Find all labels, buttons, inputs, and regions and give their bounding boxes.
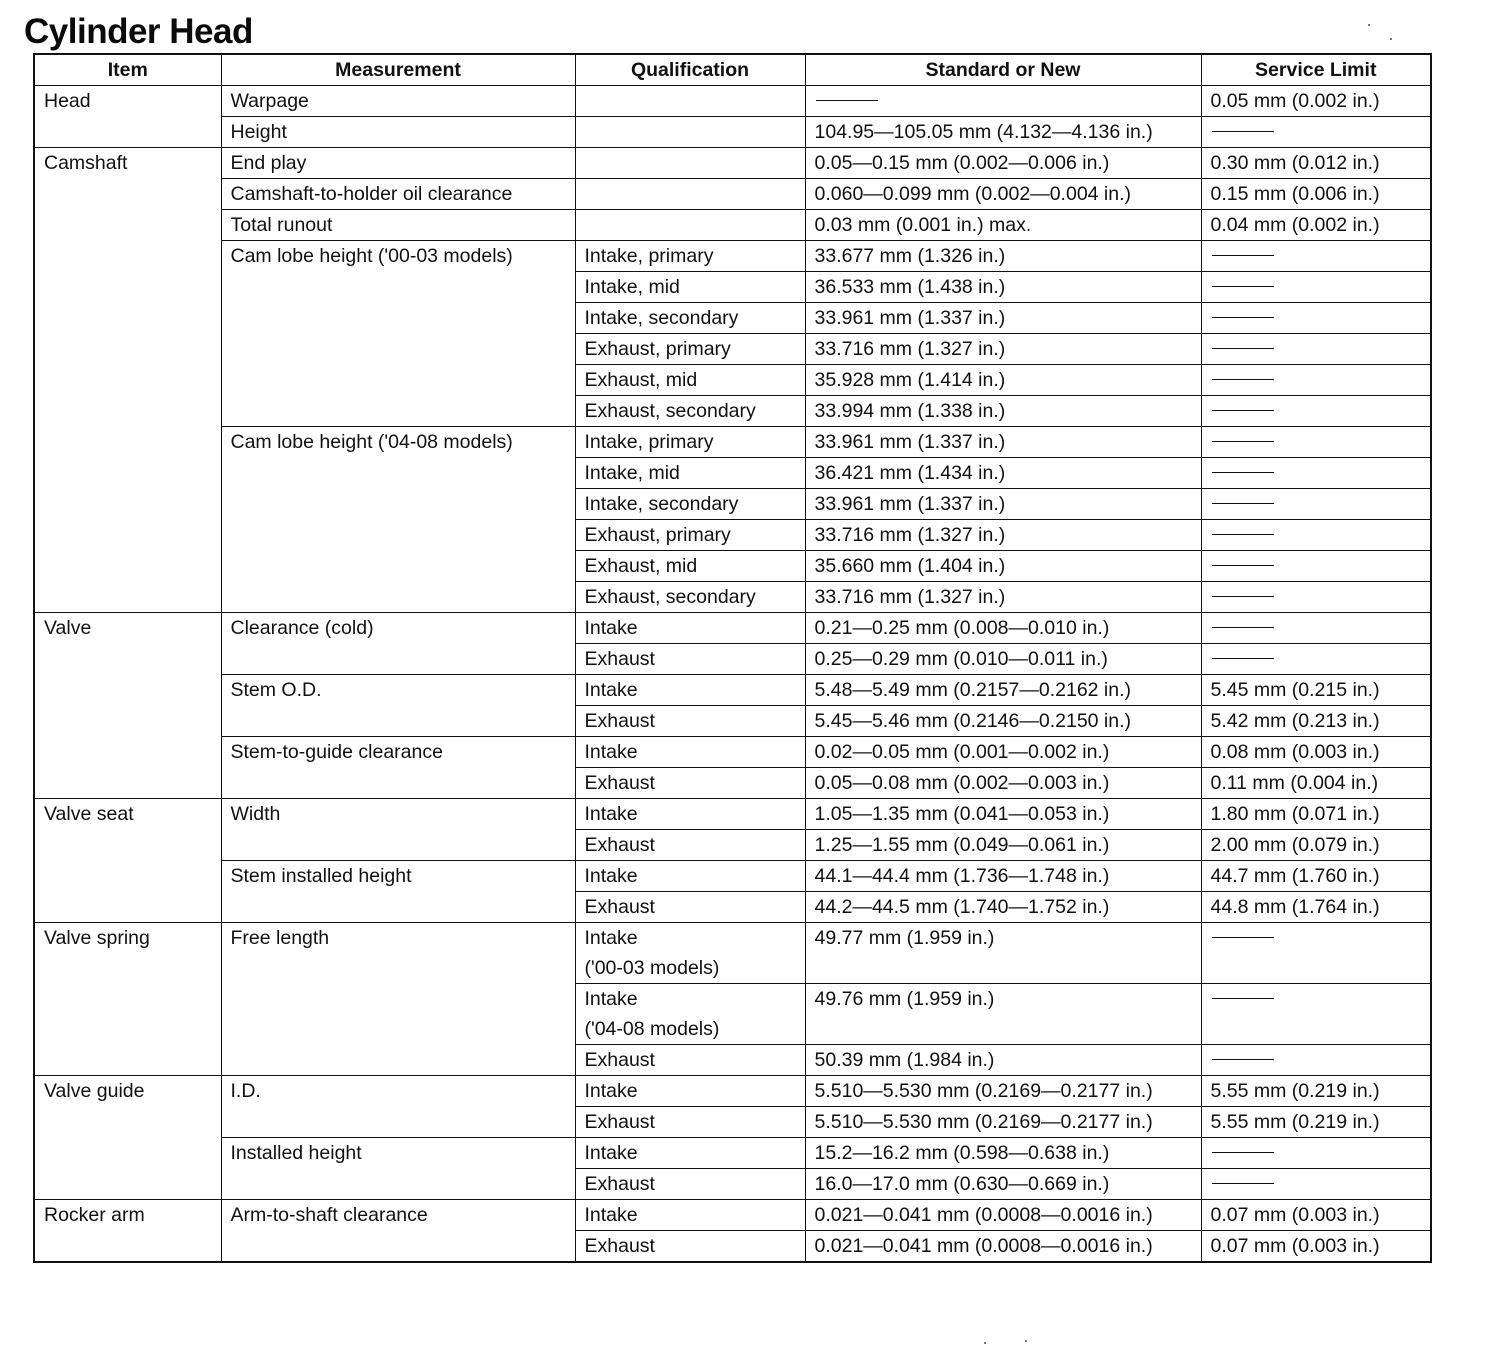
cell-service-limit: 44.8 mm (1.764 in.): [1201, 892, 1431, 923]
dash-mark: [1212, 1183, 1274, 1184]
dash-mark: [1212, 534, 1274, 535]
dash-mark: [1212, 472, 1274, 473]
column-header-item: Item: [34, 54, 221, 86]
cell-service-limit: [1201, 365, 1431, 396]
table-row: [34, 799, 1431, 830]
cell-qualification: Exhaust, secondary: [575, 396, 805, 427]
cell-service-limit: 0.05 mm (0.002 in.): [1201, 86, 1431, 117]
cell-measurement: Height: [221, 117, 575, 148]
table-row: [34, 1138, 1431, 1169]
cell-qualification: Exhaust: [575, 768, 805, 799]
cell-qualification: Exhaust, primary: [575, 520, 805, 551]
cell-measurement: Installed height: [221, 1138, 575, 1200]
dash-mark: [1212, 317, 1274, 318]
cell-qualification: Intake, secondary: [575, 303, 805, 334]
cell-service-limit: [1201, 303, 1431, 334]
cell-standard: 0.03 mm (0.001 in.) max.: [805, 210, 1201, 241]
cell-standard: 33.961 mm (1.337 in.): [805, 489, 1201, 520]
cell-qualification: [575, 179, 805, 210]
cell-measurement: Total runout: [221, 210, 575, 241]
table-row: [34, 210, 1431, 241]
cell-service-limit: [1201, 644, 1431, 675]
table-row: [34, 923, 1431, 954]
scan-speck: [984, 1342, 986, 1344]
column-header-standard: Standard or New: [805, 54, 1201, 86]
table-row: [34, 427, 1431, 458]
cell-qualification: Exhaust: [575, 830, 805, 861]
cell-service-limit: [1201, 923, 1431, 984]
cell-qualification: Intake: [575, 1076, 805, 1107]
table-row: [34, 675, 1431, 706]
dash-mark: [1212, 503, 1274, 504]
cell-measurement: Stem O.D.: [221, 675, 575, 737]
table-row: [34, 241, 1431, 272]
cell-qualification: Intake: [575, 737, 805, 768]
cell-standard: 0.060—0.099 mm (0.002—0.004 in.): [805, 179, 1201, 210]
cell-standard: 0.21—0.25 mm (0.008—0.010 in.): [805, 613, 1201, 644]
dash-mark: [1212, 379, 1274, 380]
cell-qualification: Exhaust: [575, 1045, 805, 1076]
cell-item: Valve seat: [34, 799, 221, 923]
cell-qualification: Intake: [575, 861, 805, 892]
cell-service-limit: [1201, 551, 1431, 582]
cell-service-limit: 1.80 mm (0.071 in.): [1201, 799, 1431, 830]
cell-qualification: [575, 148, 805, 179]
page-title: Cylinder Head: [24, 12, 253, 51]
column-header-service-limit: Service Limit: [1201, 54, 1431, 86]
cell-service-limit: [1201, 396, 1431, 427]
cell-qualification: Intake: [575, 984, 805, 1015]
cell-service-limit: [1201, 1169, 1431, 1200]
cell-service-limit: 0.07 mm (0.003 in.): [1201, 1200, 1431, 1231]
cell-standard: 36.533 mm (1.438 in.): [805, 272, 1201, 303]
cell-measurement: Cam lobe height ('00-03 models): [221, 241, 575, 427]
cell-standard: 36.421 mm (1.434 in.): [805, 458, 1201, 489]
cell-service-limit: 0.11 mm (0.004 in.): [1201, 768, 1431, 799]
table-header-row: [34, 54, 1431, 86]
cell-standard: 35.660 mm (1.404 in.): [805, 551, 1201, 582]
cell-service-limit: [1201, 613, 1431, 644]
cell-standard: 33.961 mm (1.337 in.): [805, 303, 1201, 334]
dash-mark: [1212, 627, 1274, 628]
cell-service-limit: 5.45 mm (0.215 in.): [1201, 675, 1431, 706]
table-row: [34, 737, 1431, 768]
cell-standard: [805, 86, 1201, 117]
cell-qualification: Intake, primary: [575, 241, 805, 272]
cell-standard: 1.05—1.35 mm (0.041—0.053 in.): [805, 799, 1201, 830]
cell-service-limit: 0.08 mm (0.003 in.): [1201, 737, 1431, 768]
cell-item: Valve spring: [34, 923, 221, 1076]
cell-qualification: Exhaust: [575, 1231, 805, 1263]
cell-service-limit: 5.42 mm (0.213 in.): [1201, 706, 1431, 737]
cell-item: Valve guide: [34, 1076, 221, 1200]
table-row: [34, 117, 1431, 148]
cell-service-limit: 5.55 mm (0.219 in.): [1201, 1107, 1431, 1138]
cell-standard: 5.510—5.530 mm (0.2169—0.2177 in.): [805, 1107, 1201, 1138]
dash-mark: [1212, 255, 1274, 256]
cell-measurement: Clearance (cold): [221, 613, 575, 675]
cell-standard: 33.716 mm (1.327 in.): [805, 582, 1201, 613]
cell-standard: 0.05—0.15 mm (0.002—0.006 in.): [805, 148, 1201, 179]
cell-qualification: ('04-08 models): [575, 1014, 805, 1045]
cell-qualification: Exhaust: [575, 892, 805, 923]
cell-measurement: Stem-to-guide clearance: [221, 737, 575, 799]
cell-service-limit: [1201, 520, 1431, 551]
cell-measurement: Stem installed height: [221, 861, 575, 923]
cell-service-limit: [1201, 427, 1431, 458]
cell-standard: 33.994 mm (1.338 in.): [805, 396, 1201, 427]
cell-qualification: Exhaust: [575, 706, 805, 737]
cell-service-limit: [1201, 582, 1431, 613]
dash-mark: [1212, 348, 1274, 349]
cell-qualification: Intake, secondary: [575, 489, 805, 520]
cell-service-limit: [1201, 272, 1431, 303]
cell-service-limit: [1201, 1045, 1431, 1076]
cell-qualification: Exhaust: [575, 1169, 805, 1200]
table-row: [34, 613, 1431, 644]
spec-table: [33, 53, 1432, 1263]
cell-qualification: [575, 86, 805, 117]
scan-speck: [1025, 1340, 1027, 1342]
cell-standard: 35.928 mm (1.414 in.): [805, 365, 1201, 396]
cell-measurement: Camshaft-to-holder oil clearance: [221, 179, 575, 210]
cell-qualification: Intake: [575, 923, 805, 954]
cell-standard: 5.48—5.49 mm (0.2157—0.2162 in.): [805, 675, 1201, 706]
cell-qualification: Intake, mid: [575, 272, 805, 303]
table-row: [34, 861, 1431, 892]
cell-standard: 44.1—44.4 mm (1.736—1.748 in.): [805, 861, 1201, 892]
cell-qualification: Exhaust, secondary: [575, 582, 805, 613]
cell-item: Camshaft: [34, 148, 221, 613]
scan-speck: [1390, 38, 1392, 40]
dash-mark: [816, 100, 878, 101]
cell-standard: 5.510—5.530 mm (0.2169—0.2177 in.): [805, 1076, 1201, 1107]
table-body: [34, 86, 1431, 1263]
cell-measurement: Warpage: [221, 86, 575, 117]
cell-service-limit: [1201, 1138, 1431, 1169]
cell-standard: 50.39 mm (1.984 in.): [805, 1045, 1201, 1076]
cell-qualification: Exhaust, mid: [575, 551, 805, 582]
table-row: [34, 1076, 1431, 1107]
cell-qualification: Intake: [575, 799, 805, 830]
table-row: [34, 148, 1431, 179]
cell-service-limit: 2.00 mm (0.079 in.): [1201, 830, 1431, 861]
cell-standard: 104.95—105.05 mm (4.132—4.136 in.): [805, 117, 1201, 148]
cell-service-limit: [1201, 241, 1431, 272]
cell-measurement: Free length: [221, 923, 575, 1076]
cell-service-limit: [1201, 458, 1431, 489]
cell-standard: 33.716 mm (1.327 in.): [805, 520, 1201, 551]
cell-service-limit: 0.07 mm (0.003 in.): [1201, 1231, 1431, 1263]
cell-standard: 1.25—1.55 mm (0.049—0.061 in.): [805, 830, 1201, 861]
table-row: [34, 1200, 1431, 1231]
cell-standard: 0.25—0.29 mm (0.010—0.011 in.): [805, 644, 1201, 675]
cell-qualification: [575, 117, 805, 148]
cell-standard: 15.2—16.2 mm (0.598—0.638 in.): [805, 1138, 1201, 1169]
cell-standard: 49.76 mm (1.959 in.): [805, 984, 1201, 1045]
dash-mark: [1212, 441, 1274, 442]
cell-standard: 33.961 mm (1.337 in.): [805, 427, 1201, 458]
cell-standard: 0.02—0.05 mm (0.001—0.002 in.): [805, 737, 1201, 768]
dash-mark: [1212, 410, 1274, 411]
scan-speck: [1368, 24, 1370, 26]
cell-qualification: Exhaust, mid: [575, 365, 805, 396]
cell-qualification: Intake: [575, 613, 805, 644]
cell-service-limit: 0.15 mm (0.006 in.): [1201, 179, 1431, 210]
cell-standard: 33.677 mm (1.326 in.): [805, 241, 1201, 272]
cell-standard: 0.05—0.08 mm (0.002—0.003 in.): [805, 768, 1201, 799]
dash-mark: [1212, 998, 1274, 999]
dash-mark: [1212, 937, 1274, 938]
cell-standard: 5.45—5.46 mm (0.2146—0.2150 in.): [805, 706, 1201, 737]
dash-mark: [1212, 131, 1274, 132]
cell-qualification: Exhaust: [575, 1107, 805, 1138]
dash-mark: [1212, 658, 1274, 659]
cell-standard: 16.0—17.0 mm (0.630—0.669 in.): [805, 1169, 1201, 1200]
cell-service-limit: 44.7 mm (1.760 in.): [1201, 861, 1431, 892]
cell-measurement: Arm-to-shaft clearance: [221, 1200, 575, 1263]
cell-measurement: I.D.: [221, 1076, 575, 1138]
column-header-qualification: Qualification: [575, 54, 805, 86]
cell-service-limit: [1201, 117, 1431, 148]
dash-mark: [1212, 565, 1274, 566]
cell-qualification: Exhaust, primary: [575, 334, 805, 365]
cell-qualification: [575, 210, 805, 241]
dash-mark: [1212, 286, 1274, 287]
cell-qualification: Intake, primary: [575, 427, 805, 458]
cell-standard: 0.021—0.041 mm (0.0008—0.0016 in.): [805, 1231, 1201, 1263]
column-header-measurement: Measurement: [221, 54, 575, 86]
cell-qualification: Intake: [575, 675, 805, 706]
cell-service-limit: 0.04 mm (0.002 in.): [1201, 210, 1431, 241]
cell-standard: 33.716 mm (1.327 in.): [805, 334, 1201, 365]
cell-item: Head: [34, 86, 221, 148]
cell-item: Rocker arm: [34, 1200, 221, 1263]
cell-standard: 0.021—0.041 mm (0.0008—0.0016 in.): [805, 1200, 1201, 1231]
cell-service-limit: [1201, 489, 1431, 520]
dash-mark: [1212, 1059, 1274, 1060]
cell-measurement: Cam lobe height ('04-08 models): [221, 427, 575, 613]
cell-service-limit: [1201, 334, 1431, 365]
cell-qualification: Intake: [575, 1200, 805, 1231]
cell-measurement: Width: [221, 799, 575, 861]
cell-item: Valve: [34, 613, 221, 799]
dash-mark: [1212, 1152, 1274, 1153]
cell-standard: 49.77 mm (1.959 in.): [805, 923, 1201, 984]
cell-service-limit: 0.30 mm (0.012 in.): [1201, 148, 1431, 179]
table-row: [34, 179, 1431, 210]
cell-service-limit: 5.55 mm (0.219 in.): [1201, 1076, 1431, 1107]
cell-standard: 44.2—44.5 mm (1.740—1.752 in.): [805, 892, 1201, 923]
cell-measurement: End play: [221, 148, 575, 179]
cell-qualification: Intake, mid: [575, 458, 805, 489]
table-row: [34, 86, 1431, 117]
cell-service-limit: [1201, 984, 1431, 1045]
cell-qualification: Exhaust: [575, 644, 805, 675]
dash-mark: [1212, 596, 1274, 597]
cell-qualification: ('00-03 models): [575, 953, 805, 984]
cell-qualification: Intake: [575, 1138, 805, 1169]
